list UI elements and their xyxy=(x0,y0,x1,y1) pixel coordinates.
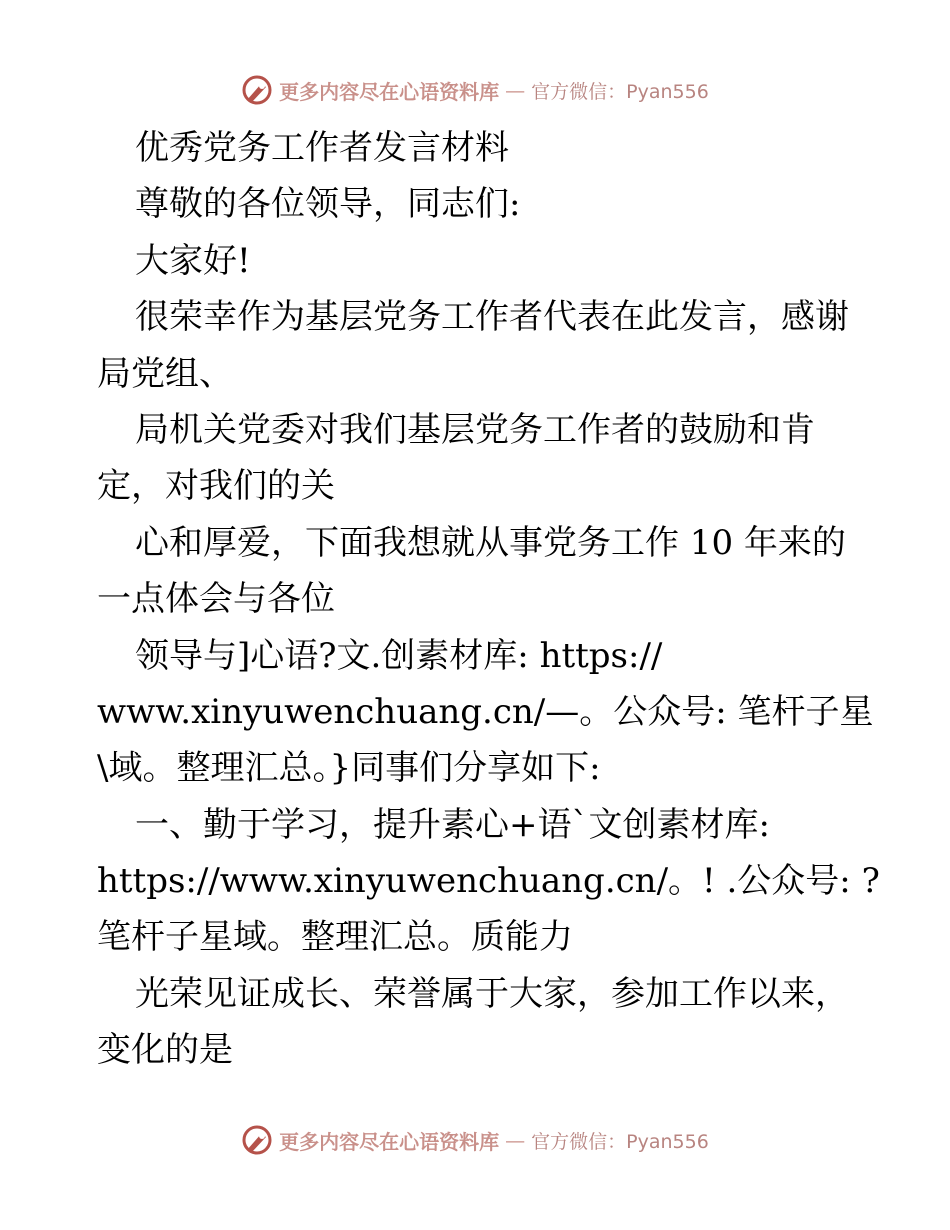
doc-line: 尊敬的各位领导，同志们: xyxy=(135,184,521,225)
pen-logo-icon xyxy=(241,1124,273,1156)
doc-line: 局党组、 xyxy=(97,353,233,394)
document-body xyxy=(97,120,880,1079)
doc-line: 大家好! xyxy=(135,240,251,281)
pen-logo-icon xyxy=(241,74,273,106)
footer-banner-wechat: 官方微信：Pyan556 xyxy=(531,1130,709,1153)
header-banner xyxy=(0,70,950,110)
header-banner-separator: — xyxy=(505,78,526,102)
doc-line: www.xinyuwenchuang.cn/—。公众号: 笔杆子星 xyxy=(97,691,874,732)
doc-line: 心和厚爱，下面我想就从事党务工作 10 年来的 xyxy=(135,522,846,563)
doc-line: 定，对我们的关 xyxy=(97,466,335,507)
header-banner-text: 更多内容尽在心语资料库 xyxy=(279,79,500,104)
doc-line: 领导与]心语?文.创素材库: https:// xyxy=(135,635,663,676)
footer-banner xyxy=(0,1120,950,1160)
doc-line: https://www.xinyuwenchuang.cn/。! .公众号: ? xyxy=(97,861,880,902)
doc-line: 笔杆子星域。整理汇总。质能力 xyxy=(97,917,573,958)
footer-banner-text: 更多内容尽在心语资料库 xyxy=(279,1129,500,1154)
footer-banner-separator: — xyxy=(505,1128,526,1152)
doc-line: 变化的是 xyxy=(97,1030,233,1071)
doc-line: \域。整理汇总。}同事们分享如下: xyxy=(97,748,601,789)
header-banner-wechat: 官方微信：Pyan556 xyxy=(531,80,709,103)
doc-line: 光荣见证成长、荣誉属于大家，参加工作以来， xyxy=(135,973,849,1014)
doc-line: 一点体会与各位 xyxy=(97,579,335,620)
doc-line: 很荣幸作为基层党务工作者代表在此发言，感谢 xyxy=(135,297,849,338)
doc-title: 优秀党务工作者发言材料 xyxy=(135,128,509,168)
doc-line: 局机关党委对我们基层党务工作者的鼓励和肯 xyxy=(135,409,815,450)
doc-line: 一、勤于学习，提升素心+语`文创素材库: xyxy=(135,804,770,845)
